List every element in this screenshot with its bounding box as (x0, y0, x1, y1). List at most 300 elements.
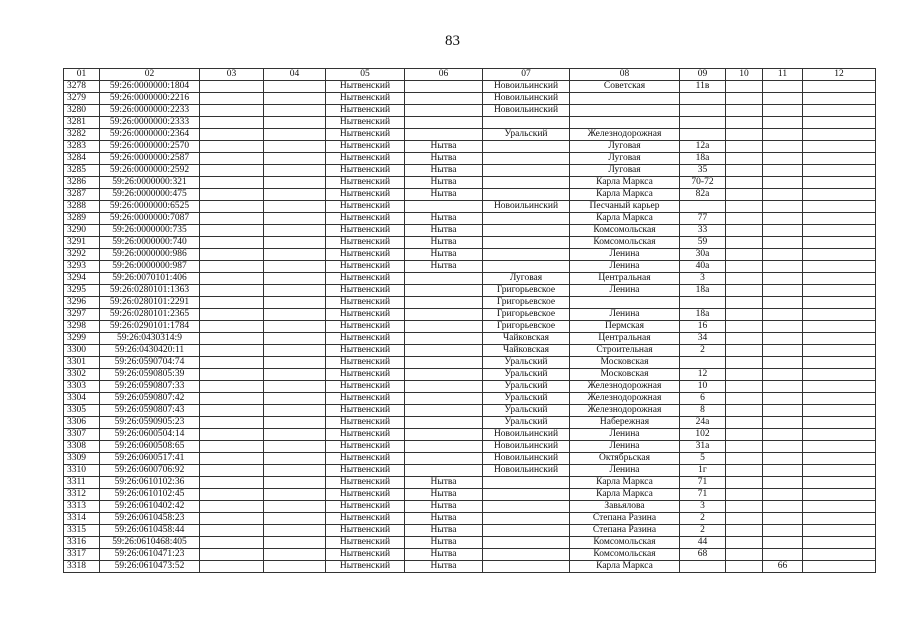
table-cell: 3 (680, 273, 726, 285)
table-cell: Нытва (405, 189, 483, 201)
table-cell: Нытвенский (326, 273, 405, 285)
table-cell: 59:26:0000000:7087 (100, 213, 200, 225)
table-cell: Железнодорожная (570, 405, 680, 417)
table-row (64, 189, 876, 201)
table-cell: Песчаный карьер (570, 201, 680, 213)
table-row (64, 261, 876, 273)
table-cell: 34 (680, 333, 726, 345)
table-cell: 59:26:0000000:987 (100, 261, 200, 273)
table-cell: 59:26:0000000:1804 (100, 81, 200, 93)
table-cell (405, 105, 483, 117)
table-cell (264, 177, 326, 189)
table-cell (803, 501, 876, 513)
table-cell: Центральная (570, 333, 680, 345)
table-cell: 59:26:0000000:2333 (100, 117, 200, 129)
table-cell (264, 225, 326, 237)
table-cell: Чайковская (483, 345, 570, 357)
table-cell: 70-72 (680, 177, 726, 189)
table-cell (264, 405, 326, 417)
table-cell: Нытвенский (326, 81, 405, 93)
table-cell: Уральский (483, 393, 570, 405)
table-cell (803, 177, 876, 189)
table-cell: Нытва (405, 549, 483, 561)
table-cell (483, 237, 570, 249)
table-cell (264, 465, 326, 477)
table-cell (803, 381, 876, 393)
table-cell: 3280 (64, 105, 100, 117)
table-cell (680, 297, 726, 309)
table-cell: 1г (680, 465, 726, 477)
table-cell (483, 513, 570, 525)
table-cell: Комсомольская (570, 549, 680, 561)
table-cell (264, 429, 326, 441)
table-cell (405, 117, 483, 129)
table-row (64, 81, 876, 93)
table-cell (803, 81, 876, 93)
table-cell: 59:26:0000000:321 (100, 177, 200, 189)
table-cell: 3313 (64, 501, 100, 513)
table-cell: Григорьевское (483, 309, 570, 321)
table-cell: Новоильинский (483, 201, 570, 213)
table-cell (803, 405, 876, 417)
table-cell: Нытвенский (326, 561, 405, 573)
table-cell (483, 117, 570, 129)
table-cell (200, 249, 264, 261)
table-cell (803, 357, 876, 369)
table-cell (803, 105, 876, 117)
table-cell (264, 237, 326, 249)
table-cell (803, 117, 876, 129)
table-cell (726, 489, 763, 501)
table-cell (763, 477, 803, 489)
table-row (64, 201, 876, 213)
table-cell (803, 129, 876, 141)
table-cell (264, 213, 326, 225)
table-row (64, 561, 876, 573)
column-header: 11 (763, 69, 803, 81)
table-cell (200, 93, 264, 105)
table-cell (726, 357, 763, 369)
table-cell: Нытвенский (326, 177, 405, 189)
table-cell (726, 93, 763, 105)
table-cell: 35 (680, 165, 726, 177)
table-cell (803, 441, 876, 453)
table-row (64, 465, 876, 477)
table-cell: Новоильинский (483, 465, 570, 477)
table-cell (200, 213, 264, 225)
table-cell: Нытвенский (326, 525, 405, 537)
column-header: 10 (726, 69, 763, 81)
table-cell (483, 501, 570, 513)
table-cell: 12а (680, 141, 726, 153)
table-cell (726, 201, 763, 213)
table-cell: Нытвенский (326, 381, 405, 393)
table-cell (763, 429, 803, 441)
table-row (64, 153, 876, 165)
table-cell (405, 273, 483, 285)
table-cell (200, 369, 264, 381)
table-cell (264, 513, 326, 525)
table-cell (483, 261, 570, 273)
table-cell (763, 369, 803, 381)
table-cell: Нытвенский (326, 93, 405, 105)
table-cell (726, 405, 763, 417)
column-header: 05 (326, 69, 405, 81)
table-cell: 18а (680, 309, 726, 321)
table-row (64, 405, 876, 417)
table-cell (763, 273, 803, 285)
table-body (64, 81, 876, 573)
table-cell: 16 (680, 321, 726, 333)
table-cell (200, 261, 264, 273)
table-cell: Нытвенский (326, 201, 405, 213)
table-cell: 59:26:0610468:405 (100, 537, 200, 549)
column-header: 03 (200, 69, 264, 81)
table-cell (405, 297, 483, 309)
table-cell: Железнодорожная (570, 393, 680, 405)
table-cell: Нытва (405, 501, 483, 513)
table-cell (726, 225, 763, 237)
table-cell: 10 (680, 381, 726, 393)
table-cell: Луговая (570, 165, 680, 177)
table-cell (483, 477, 570, 489)
table-cell: Луговая (570, 141, 680, 153)
table-cell (264, 417, 326, 429)
table-cell: Ленина (570, 309, 680, 321)
table-cell: Нытва (405, 525, 483, 537)
table-cell: 3305 (64, 405, 100, 417)
table-cell (726, 333, 763, 345)
table-cell (264, 249, 326, 261)
table-cell: 5 (680, 453, 726, 465)
table-cell (726, 525, 763, 537)
table-cell: Нытвенский (326, 489, 405, 501)
table-cell (680, 357, 726, 369)
table-cell: 33 (680, 225, 726, 237)
table-row (64, 513, 876, 525)
table-row (64, 297, 876, 309)
table-cell (726, 441, 763, 453)
table-row (64, 369, 876, 381)
table-row (64, 309, 876, 321)
table-cell (680, 561, 726, 573)
table-cell: Железнодорожная (570, 381, 680, 393)
table-cell: Октябрьская (570, 453, 680, 465)
table-cell (726, 117, 763, 129)
table-cell: 18а (680, 285, 726, 297)
table-cell: Московская (570, 357, 680, 369)
table-cell (763, 105, 803, 117)
table-cell: Нытвенский (326, 537, 405, 549)
table-cell (726, 165, 763, 177)
table-cell: 59:26:0290101:1784 (100, 321, 200, 333)
table-cell (483, 189, 570, 201)
table-cell: 59:26:0590807:42 (100, 393, 200, 405)
table-cell (200, 165, 264, 177)
table-cell: 59:26:0590807:33 (100, 381, 200, 393)
table-cell (200, 177, 264, 189)
table-cell (763, 441, 803, 453)
table-cell: 3286 (64, 177, 100, 189)
table-cell: Ленина (570, 441, 680, 453)
table-cell: Нытвенский (326, 513, 405, 525)
table-cell (405, 81, 483, 93)
table-cell: 3292 (64, 249, 100, 261)
table-cell (200, 189, 264, 201)
table-cell (803, 345, 876, 357)
table-row (64, 129, 876, 141)
table-cell: Нытвенский (326, 129, 405, 141)
table-cell (763, 321, 803, 333)
table-cell: 24а (680, 417, 726, 429)
table-cell: Нытва (405, 537, 483, 549)
table-cell: 59:26:0600504:14 (100, 429, 200, 441)
table-cell (264, 201, 326, 213)
table-cell: Степана Разина (570, 525, 680, 537)
table-cell: Нытвенский (326, 285, 405, 297)
table-cell: 3311 (64, 477, 100, 489)
table-cell: 3317 (64, 549, 100, 561)
table-cell: 59:26:0000000:2233 (100, 105, 200, 117)
table-cell: Ленина (570, 429, 680, 441)
table-cell (200, 453, 264, 465)
column-header: 08 (570, 69, 680, 81)
table-cell (264, 105, 326, 117)
table-cell: 3289 (64, 213, 100, 225)
table-cell (726, 309, 763, 321)
table-cell: Луговая (570, 153, 680, 165)
table-cell: 3315 (64, 525, 100, 537)
table-cell (264, 93, 326, 105)
table-cell: Нытвенский (326, 297, 405, 309)
table-cell (264, 165, 326, 177)
table-cell (803, 285, 876, 297)
table-cell (763, 93, 803, 105)
table-cell (763, 381, 803, 393)
table-cell (763, 213, 803, 225)
table-cell (763, 357, 803, 369)
table-cell: 59:26:0590704:74 (100, 357, 200, 369)
table-cell (570, 105, 680, 117)
table-cell (405, 321, 483, 333)
table-cell: 59:26:0600508:65 (100, 441, 200, 453)
table-cell (803, 333, 876, 345)
table-cell (264, 309, 326, 321)
table-cell (405, 93, 483, 105)
table-cell: 11в (680, 81, 726, 93)
table-cell (763, 393, 803, 405)
table-cell: Советская (570, 81, 680, 93)
table-cell: Степана Разина (570, 513, 680, 525)
table-row (64, 537, 876, 549)
table-cell: Нытва (405, 249, 483, 261)
table-row (64, 501, 876, 513)
table-cell (726, 561, 763, 573)
table-row (64, 273, 876, 285)
table-cell: Уральский (483, 357, 570, 369)
table-cell: 59:26:0000000:2587 (100, 153, 200, 165)
table-cell: Уральский (483, 369, 570, 381)
table-cell (763, 177, 803, 189)
table-cell (200, 333, 264, 345)
table-cell: Нытва (405, 177, 483, 189)
table-cell: Нытва (405, 261, 483, 273)
table-cell: Нытвенский (326, 117, 405, 129)
table-cell: 3296 (64, 297, 100, 309)
table-cell: Новоильинский (483, 453, 570, 465)
table-cell (726, 285, 763, 297)
table-cell: Нытва (405, 561, 483, 573)
table-cell (680, 93, 726, 105)
table-cell: 3281 (64, 117, 100, 129)
table-cell (803, 321, 876, 333)
table-cell (200, 477, 264, 489)
table-cell (763, 333, 803, 345)
table-cell (570, 297, 680, 309)
table-cell: 59:26:0590807:43 (100, 405, 200, 417)
table-cell (680, 201, 726, 213)
table-cell (200, 309, 264, 321)
table-cell: Нытвенский (326, 105, 405, 117)
table-cell (803, 561, 876, 573)
table-cell (726, 537, 763, 549)
table-cell (264, 561, 326, 573)
table-cell (200, 297, 264, 309)
table-cell: 59:26:0590905:23 (100, 417, 200, 429)
table-cell (200, 225, 264, 237)
table-cell: 59:26:0600517:41 (100, 453, 200, 465)
table-cell (264, 297, 326, 309)
column-header: 12 (803, 69, 876, 81)
table-cell: 2 (680, 525, 726, 537)
table-cell: Московская (570, 369, 680, 381)
table-cell (264, 453, 326, 465)
table-row (64, 93, 876, 105)
table-cell (763, 117, 803, 129)
table-cell: 59 (680, 237, 726, 249)
table-cell: 3303 (64, 381, 100, 393)
table-cell (405, 405, 483, 417)
table-cell (803, 297, 876, 309)
table-cell (264, 273, 326, 285)
table-row (64, 489, 876, 501)
table-cell (264, 333, 326, 345)
table-cell (405, 429, 483, 441)
table-cell: Нытвенский (326, 333, 405, 345)
table-cell (763, 309, 803, 321)
table-cell (763, 537, 803, 549)
table-cell: 59:26:0000000:2216 (100, 93, 200, 105)
table-cell (405, 453, 483, 465)
table-cell (726, 237, 763, 249)
table-cell (200, 237, 264, 249)
table-cell (726, 549, 763, 561)
table-cell: Григорьевское (483, 285, 570, 297)
table-cell: Новоильинский (483, 81, 570, 93)
table-cell (200, 129, 264, 141)
table-cell (200, 417, 264, 429)
table-cell: 59:26:0610473:52 (100, 561, 200, 573)
table-cell: 3294 (64, 273, 100, 285)
table-cell (483, 489, 570, 501)
table-cell (726, 393, 763, 405)
table-cell: 3309 (64, 453, 100, 465)
table-cell (200, 105, 264, 117)
table-cell (763, 141, 803, 153)
table-cell (726, 453, 763, 465)
table-cell: Нытвенский (326, 165, 405, 177)
table-cell (264, 261, 326, 273)
table-cell: 59:26:0000000:986 (100, 249, 200, 261)
table-row (64, 105, 876, 117)
table-cell: 59:26:0610102:45 (100, 489, 200, 501)
table-cell: 59:26:0610402:42 (100, 501, 200, 513)
table-row (64, 249, 876, 261)
table-cell (726, 81, 763, 93)
table-cell (483, 213, 570, 225)
table-cell (726, 189, 763, 201)
table-cell (726, 321, 763, 333)
table-cell: Новоильинский (483, 93, 570, 105)
table-cell: 31а (680, 441, 726, 453)
table-cell (570, 117, 680, 129)
table-cell (803, 537, 876, 549)
table-cell (200, 321, 264, 333)
table-row (64, 141, 876, 153)
table-cell: Нытвенский (326, 369, 405, 381)
table-cell: Нытвенский (326, 249, 405, 261)
table-cell (763, 297, 803, 309)
table-cell (483, 225, 570, 237)
table-cell (763, 129, 803, 141)
table-row (64, 237, 876, 249)
table-cell (483, 177, 570, 189)
table-cell (200, 441, 264, 453)
table-cell (200, 501, 264, 513)
table-cell (264, 501, 326, 513)
table-row (64, 417, 876, 429)
table-cell: 8 (680, 405, 726, 417)
table-cell: 59:26:0610458:23 (100, 513, 200, 525)
table-cell (763, 453, 803, 465)
table-cell: 3304 (64, 393, 100, 405)
table-cell (200, 381, 264, 393)
table-cell: Железнодорожная (570, 129, 680, 141)
table-cell (763, 153, 803, 165)
table-cell (264, 345, 326, 357)
table-cell (264, 285, 326, 297)
table-cell (726, 417, 763, 429)
table-cell: Нытва (405, 489, 483, 501)
table-cell: Нытвенский (326, 453, 405, 465)
table-cell (803, 549, 876, 561)
table-cell (803, 261, 876, 273)
table-cell (803, 237, 876, 249)
table-cell: Нытвенский (326, 393, 405, 405)
table-row (64, 177, 876, 189)
column-header: 09 (680, 69, 726, 81)
table-row (64, 117, 876, 129)
table-cell (726, 465, 763, 477)
table-cell (264, 525, 326, 537)
table-cell (726, 141, 763, 153)
table-row (64, 393, 876, 405)
table-cell (200, 201, 264, 213)
table-cell: Ленина (570, 261, 680, 273)
table-cell (483, 561, 570, 573)
table-row (64, 441, 876, 453)
table-cell (405, 201, 483, 213)
